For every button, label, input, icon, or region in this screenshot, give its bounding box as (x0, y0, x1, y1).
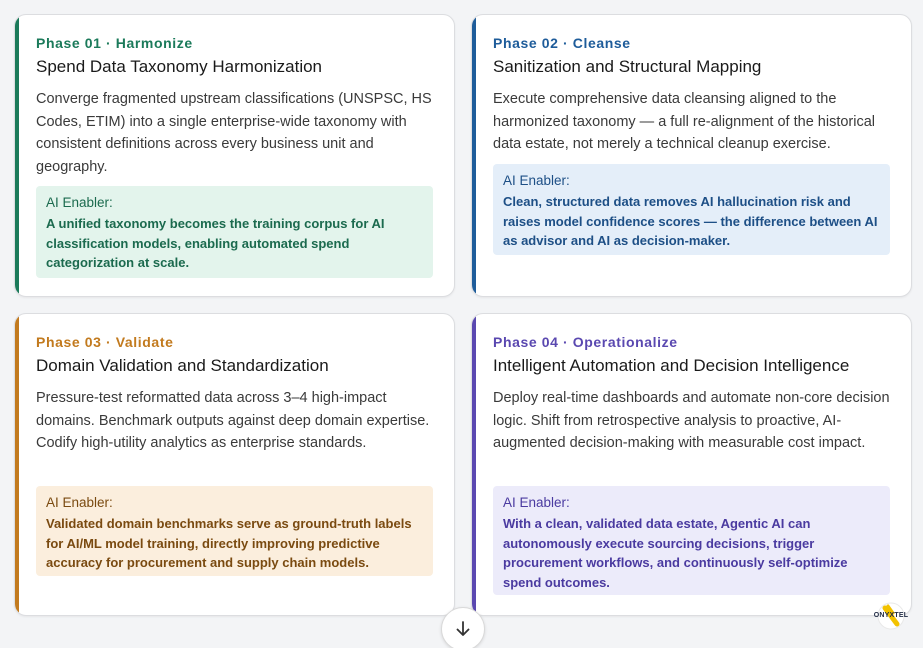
card-accent-stripe (15, 314, 19, 615)
ai-enabler-text: With a clean, validated data estate, Agentic AI can autonomously execute sourcing decisions, trigger procurement workflows, and continuously self-optimize spend outcomes. (503, 516, 848, 590)
card-accent-stripe (472, 15, 476, 296)
phase-card-harmonize (14, 14, 455, 297)
ai-enabler-box (493, 164, 890, 255)
phase-card-validate (14, 313, 455, 616)
phase-card-cleanse (471, 14, 912, 297)
card-description: Deploy real-time dashboards and automate non-core decision logic. Shift from retrospective analysis to proactive, AI-augmented decision-making with measurable cost impact. (493, 390, 890, 451)
card-accent-stripe (15, 15, 19, 296)
phase-card-operationalize (471, 313, 912, 616)
card-accent-stripe (472, 314, 476, 615)
card-title: Domain Validation and Standardization (36, 356, 329, 375)
card-description: Pressure-test reformatted data across 3–4 high-impact domains. Benchmark outputs against deep domain expertise. Codify high-utility analytics as enterprise standards. (36, 390, 430, 451)
ai-enabler-label: AI Enabler: (46, 195, 113, 210)
ai-enabler-text: Clean, structured data removes AI hallucination risk and raises model confidence scores — the difference between AI as advisor and AI as decision-maker. (503, 194, 878, 248)
phase-label: Phase 03 · Validate (36, 334, 174, 350)
arrow-down-icon (454, 620, 472, 638)
ai-enabler-label: AI Enabler: (503, 495, 570, 510)
scroll-down-button[interactable] (441, 607, 485, 648)
ai-enabler-label: AI Enabler: (46, 495, 113, 510)
ai-enabler-box (493, 486, 890, 595)
ai-enabler-box (36, 486, 433, 576)
logo-wordmark: ONYXTEL (873, 612, 909, 619)
onyxtel-logo (866, 602, 916, 638)
card-title: Sanitization and Structural Mapping (493, 57, 762, 76)
card-title: Spend Data Taxonomy Harmonization (36, 57, 323, 76)
phase-label: Phase 04 · Operationalize (493, 334, 678, 350)
ai-enabler-text: A unified taxonomy becomes the training corpus for AI classification models, enabling automated spend categorization at scale. (46, 216, 385, 270)
phase-label: Phase 01 · Harmonize (36, 35, 193, 51)
phase-label: Phase 02 · Cleanse (493, 35, 631, 51)
ai-enabler-box (36, 186, 433, 278)
card-title: Intelligent Automation and Decision Intelligence (493, 356, 850, 375)
card-description: Converge fragmented upstream classifications (UNSPSC, HS Codes, ETIM) into a single enterprise-wide taxonomy with consistent definitions across every business unit and geography. (36, 91, 432, 175)
ai-enabler-text: Validated domain benchmarks serve as ground-truth labels for AI/ML model training, directly improving predictive accuracy for procurement and supply chain models. (46, 516, 412, 570)
ai-enabler-label: AI Enabler: (503, 173, 570, 188)
card-description: Execute comprehensive data cleansing aligned to the harmonized taxonomy — a full re-alignment of the historical data estate, not merely a technical cleanup exercise. (493, 91, 876, 152)
